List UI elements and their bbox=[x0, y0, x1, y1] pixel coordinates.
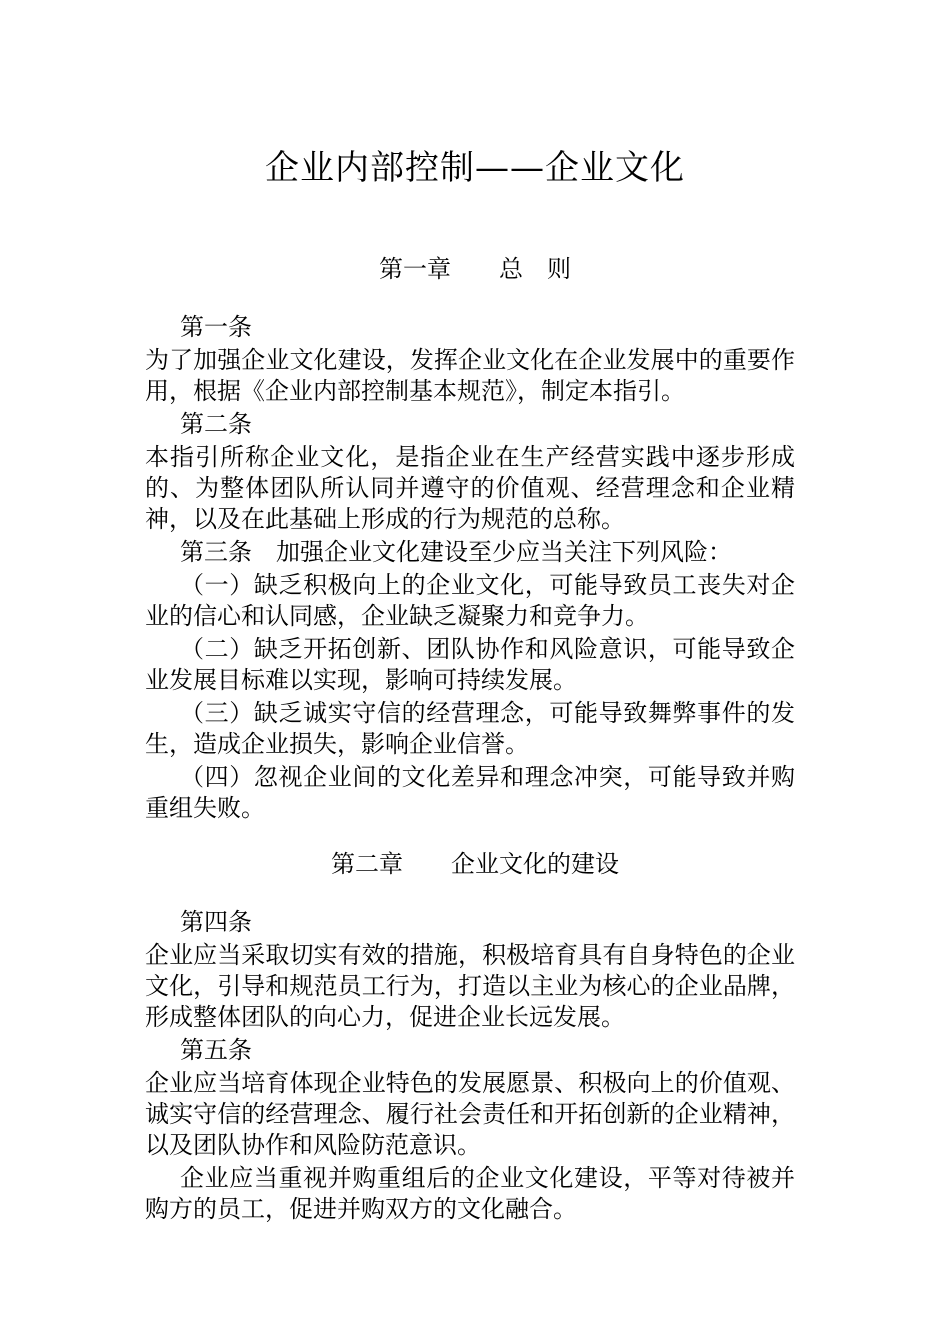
paragraph: （一）缺乏积极向上的企业文化，可能导致员工丧失对企业的信心和认同感，企业缺乏凝聚力和竞争力。 bbox=[145, 571, 795, 630]
paragraph: 第四条 bbox=[180, 908, 252, 936]
paragraph: 本指引所称企业文化，是指企业在生产经营实践中逐步形成的、为整体团队所认同并遵守的价值观、经营理念和企业精神，以及在此基础上形成的行为规范的总称。 bbox=[145, 443, 795, 533]
paragraph: 企业应当培育体现企业特色的发展愿景、积极向上的价值观、诚实守信的经营理念、履行社会责任和开拓创新的企业精神，以及团队协作和风险防范意识。 bbox=[145, 1069, 795, 1159]
chapter-1-heading: 第一章 总 则 bbox=[379, 255, 571, 283]
paragraph: 为了加强企业文化建设，发挥企业文化在企业发展中的重要作用，根据《企业内部控制基本规范》，制定本指引。 bbox=[145, 346, 795, 405]
paragraph: （四）忽视企业间的文化差异和理念冲突，可能导致并购重组失败。 bbox=[145, 763, 795, 822]
chapter-2-heading: 第二章 企业文化的建设 bbox=[331, 850, 619, 878]
paragraph: 第一条 bbox=[180, 313, 252, 341]
paragraph: 企业应当采取切实有效的措施，积极培育具有自身特色的企业文化，引导和规范员工行为，打造以主业为核心的企业品牌，形成整体团队的向心力，促进企业长远发展。 bbox=[145, 941, 795, 1031]
paragraph: （二）缺乏开拓创新、团队协作和风险意识，可能导致企业发展目标难以实现，影响可持续发展。 bbox=[145, 635, 795, 694]
document-title: 企业内部控制——企业文化 bbox=[265, 148, 685, 188]
paragraph: 第五条 bbox=[180, 1036, 252, 1064]
chapter-1-body bbox=[145, 312, 795, 826]
paragraph: 第二条 bbox=[180, 410, 252, 438]
paragraph: （三）缺乏诚实守信的经营理念，可能导致舞弊事件的发生，造成企业损失，影响企业信誉。 bbox=[145, 699, 795, 758]
paragraph: 第三条 加强企业文化建设至少应当关注下列风险： bbox=[180, 538, 732, 566]
chapter-2-body bbox=[145, 907, 795, 1227]
paragraph: 企业应当重视并购重组后的企业文化建设，平等对待被并购方的员工，促进并购双方的文化融合。 bbox=[145, 1164, 795, 1223]
